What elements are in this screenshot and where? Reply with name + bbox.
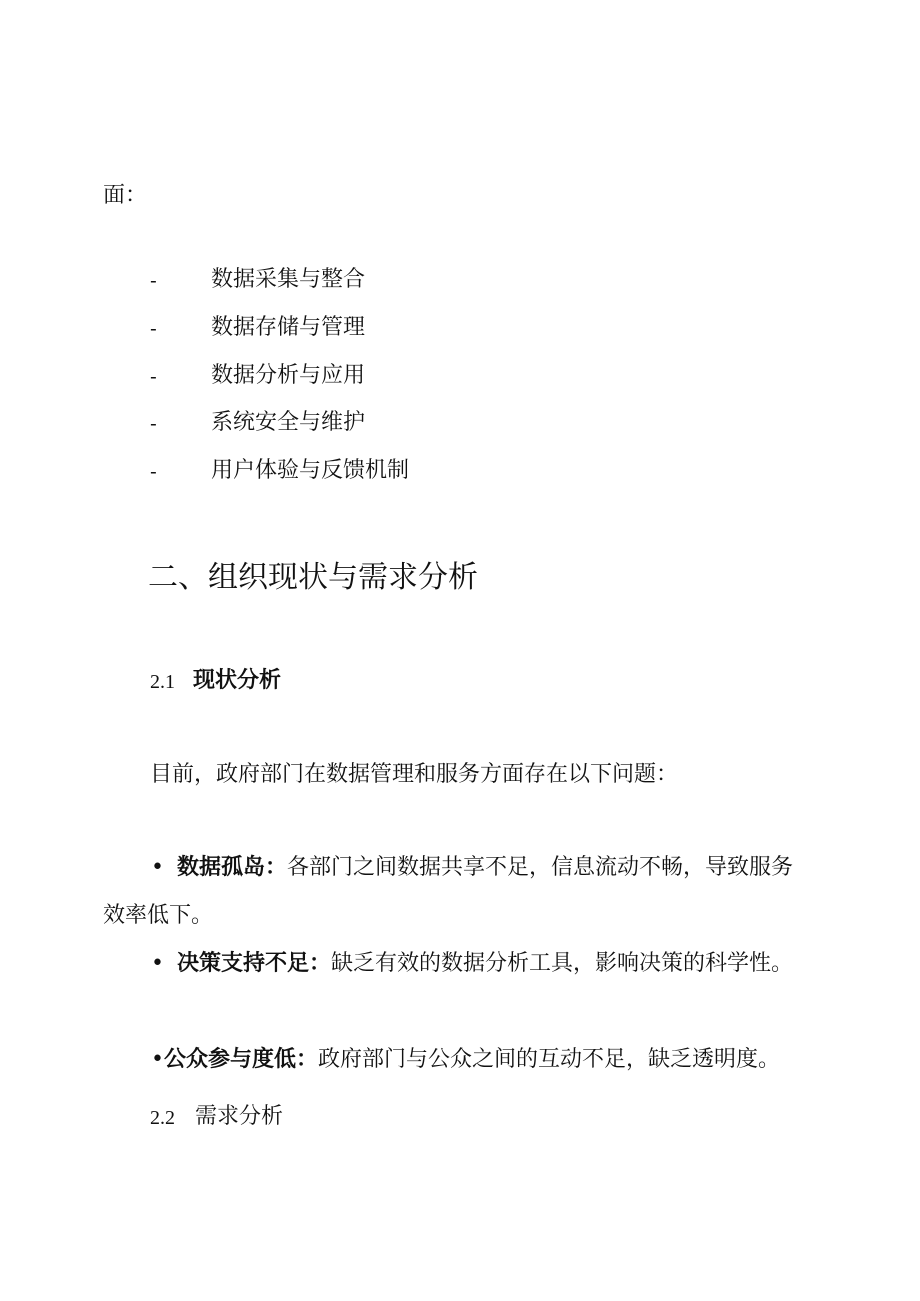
list-marker: - bbox=[150, 459, 157, 483]
paragraph-intro: 目前，政府部门在数据管理和服务方面存在以下问题： bbox=[150, 762, 679, 787]
subsection-number: 2.2 bbox=[150, 1107, 175, 1129]
list-marker: - bbox=[150, 316, 157, 340]
list-item-text: 数据存储与管理 bbox=[211, 315, 366, 340]
bullet: • bbox=[151, 855, 164, 880]
subsection-title: 现状分析 bbox=[193, 668, 282, 693]
issue-item bbox=[103, 844, 808, 940]
bullet: • bbox=[151, 1047, 164, 1072]
issue-term: 公众参与度低： bbox=[163, 1047, 318, 1072]
issue-item bbox=[103, 940, 793, 988]
list-item-text: 系统安全与维护 bbox=[211, 410, 366, 435]
list-marker: - bbox=[150, 411, 157, 435]
subsection-number: 2.1 bbox=[150, 671, 175, 693]
issue-term: 决策支持不足： bbox=[176, 951, 331, 976]
paragraph-continuation: 面： bbox=[103, 183, 148, 208]
subsection-title: 需求分析 bbox=[195, 1104, 284, 1129]
issue-desc: 各部门之间数据共享不足，信息流动不畅，导致服务效率低下。 bbox=[103, 855, 794, 928]
list-marker: - bbox=[150, 364, 157, 388]
issue-item bbox=[151, 1044, 780, 1076]
issue-term: 数据孤岛： bbox=[176, 855, 287, 880]
bullet: • bbox=[151, 951, 164, 976]
issue-desc: 缺乏有效的数据分析工具，影响决策的科学性。 bbox=[331, 951, 794, 976]
list-item-text: 数据采集与整合 bbox=[211, 267, 366, 292]
list-item-text: 数据分析与应用 bbox=[211, 363, 366, 388]
list-marker: - bbox=[150, 268, 157, 292]
issue-desc: 政府部门与公众之间的互动不足，缺乏透明度。 bbox=[318, 1047, 781, 1072]
section-heading: 二、组织现状与需求分析 bbox=[148, 560, 478, 595]
list-item-text: 用户体验与反馈机制 bbox=[211, 458, 410, 483]
